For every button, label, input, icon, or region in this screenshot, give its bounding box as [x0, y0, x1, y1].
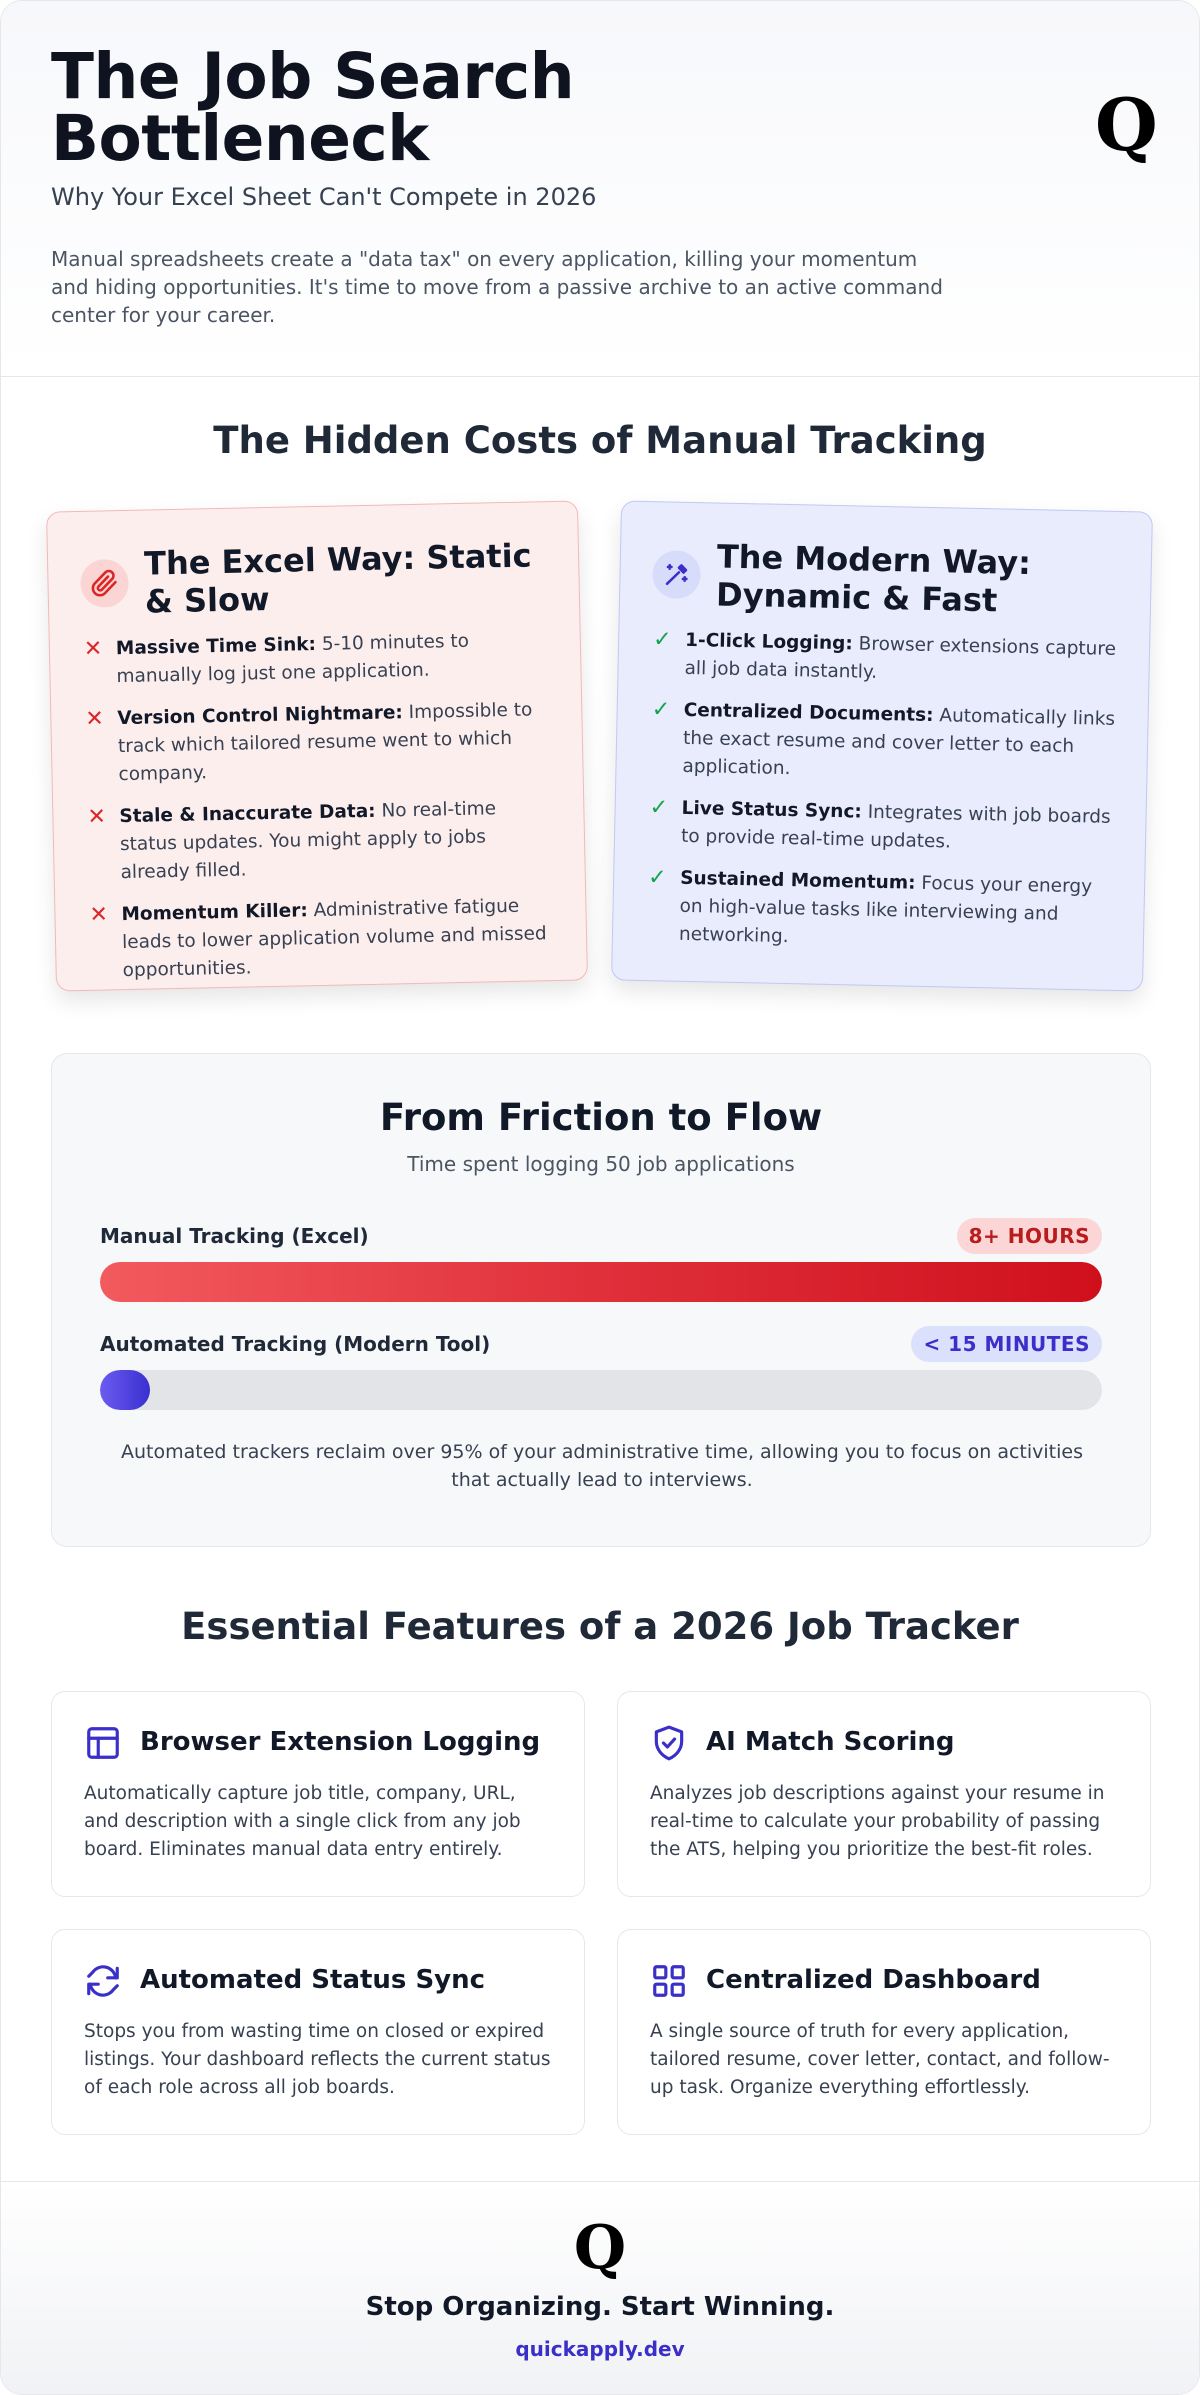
- paperclip-icon: [80, 559, 129, 608]
- feature-desc: A single source of truth for every application, tailored resume, cover letter, contact, and follow-up task. Organize everything effortlessly.: [650, 2021, 1110, 2098]
- item-label: 1-Click Logging:: [684, 629, 854, 655]
- feature-card-dashboard: [617, 1929, 1151, 2135]
- excel-way-title: The Excel Way: Static & Slow: [143, 536, 532, 621]
- automated-bar-label: Automated Tracking (Modern Tool): [100, 1332, 491, 1356]
- list-item: [82, 626, 551, 692]
- automated-bar-track: [100, 1370, 1102, 1410]
- item-text: Integrates with job boards to provide real-time updates.: [680, 801, 1111, 853]
- page-title: The Job Search Bottleneck: [51, 40, 575, 175]
- check-mark-icon: ✓: [651, 697, 671, 723]
- grid-icon: [650, 1962, 688, 2000]
- x-mark-icon: ✕: [83, 636, 103, 662]
- check-mark-icon: ✓: [649, 795, 669, 821]
- x-mark-icon: ✕: [87, 804, 107, 830]
- feature-title: Browser Extension Logging: [140, 1727, 541, 1757]
- excel-way-list: [82, 626, 557, 986]
- friction-subtitle: Time spent logging 50 job applications: [407, 1152, 795, 1176]
- modern-way-title: The Modern Way: Dynamic & Fast: [715, 537, 1032, 620]
- check-mark-icon: ✓: [647, 865, 667, 891]
- feature-card-browser-extension: [51, 1691, 585, 1897]
- item-label: Live Status Sync:: [681, 797, 863, 823]
- modern-way-card: [611, 500, 1153, 991]
- website-link[interactable]: quickapply.dev: [515, 2337, 685, 2361]
- item-text: No real-time status updates. You might apply to jobs already filled.: [119, 798, 497, 884]
- manual-bar-fill: [100, 1262, 1102, 1302]
- header: [1, 1, 1199, 377]
- feature-title: Automated Status Sync: [140, 1965, 486, 1995]
- friction-panel: [51, 1053, 1151, 1547]
- feature-title: AI Match Scoring: [706, 1727, 955, 1757]
- intro-text: Manual spreadsheets create a "data tax" on every application, killing your momentum and hiding opportunities. It's time to move from a passive archive to an active command center for your career.: [51, 247, 943, 327]
- browser-window-icon: [84, 1724, 122, 1762]
- list-item: [83, 696, 553, 790]
- feature-title: Centralized Dashboard: [706, 1965, 1041, 1995]
- item-label: Momentum Killer:: [121, 900, 308, 926]
- manual-bar-track: [100, 1262, 1102, 1302]
- section-heading-costs: The Hidden Costs of Manual Tracking: [213, 419, 987, 462]
- list-item: [650, 626, 1119, 692]
- item-label: Centralized Documents:: [683, 699, 934, 727]
- list-item: [645, 864, 1115, 958]
- refresh-icon: [84, 1962, 122, 2000]
- item-label: Sustained Momentum:: [679, 867, 916, 894]
- footer-tagline: Stop Organizing. Start Winning.: [365, 2292, 835, 2322]
- item-text: Administrative fatigue leads to lower application volume and missed opportunities.: [121, 895, 547, 982]
- feature-card-ai-match: [617, 1691, 1151, 1897]
- item-text: 5-10 minutes to manually log just one application.: [116, 630, 470, 688]
- page-subtitle: Why Your Excel Sheet Can't Compete in 2026: [51, 183, 597, 211]
- item-text: Impossible to track which tailored resume went to which company.: [117, 699, 533, 786]
- list-item: [87, 892, 557, 986]
- item-label: Massive Time Sink:: [115, 634, 317, 660]
- feature-desc: Analyzes job descriptions against your resume in real-time to calculate your probability of passing the ATS, helping you prioritize the best-fit roles.: [650, 1783, 1105, 1860]
- friction-note: Automated trackers reclaim over 95% of your administrative time, allowing you to focus on activities that actually lead to interviews.: [121, 1441, 1083, 1491]
- section-heading-features: Essential Features of a 2026 Job Tracker: [181, 1605, 1019, 1648]
- check-mark-icon: ✓: [652, 627, 672, 653]
- magic-wand-icon: [652, 550, 701, 599]
- list-item: [85, 794, 555, 888]
- item-text: Automatically links the exact resume and cover letter to each application.: [682, 705, 1116, 780]
- feature-desc: Automatically capture job title, company, URL, and description with a single click from any job board. Eliminates manual data entry entirely.: [84, 1783, 521, 1860]
- item-label: Version Control Nightmare:: [117, 702, 404, 730]
- friction-title: From Friction to Flow: [379, 1096, 823, 1139]
- x-mark-icon: ✕: [89, 902, 109, 928]
- item-text: Browser extensions capture all job data instantly.: [684, 633, 1117, 683]
- item-text: Focus your energy on high-value tasks like interviewing and networking.: [678, 872, 1093, 948]
- feature-desc: Stops you from wasting time on closed or expired listings. Your dashboard reflects the current status of each role across all job boards.: [84, 2021, 551, 2098]
- logo: Q: [1095, 82, 1158, 167]
- manual-time-badge: 8+ HOURS: [957, 1218, 1102, 1254]
- manual-bar-label: Manual Tracking (Excel): [100, 1224, 369, 1248]
- modern-way-list: [645, 626, 1120, 958]
- x-mark-icon: ✕: [85, 706, 105, 732]
- shield-check-icon: [650, 1724, 688, 1762]
- footer: [1, 2181, 1199, 2395]
- list-item: [647, 794, 1116, 860]
- feature-card-status-sync: [51, 1929, 585, 2135]
- automated-time-badge: < 15 MINUTES: [911, 1326, 1102, 1362]
- item-label: Stale & Inaccurate Data:: [119, 800, 376, 828]
- list-item: [648, 696, 1118, 790]
- excel-way-card: [46, 500, 588, 991]
- footer-logo: Q: [573, 2213, 627, 2283]
- automated-bar-fill: [100, 1370, 150, 1410]
